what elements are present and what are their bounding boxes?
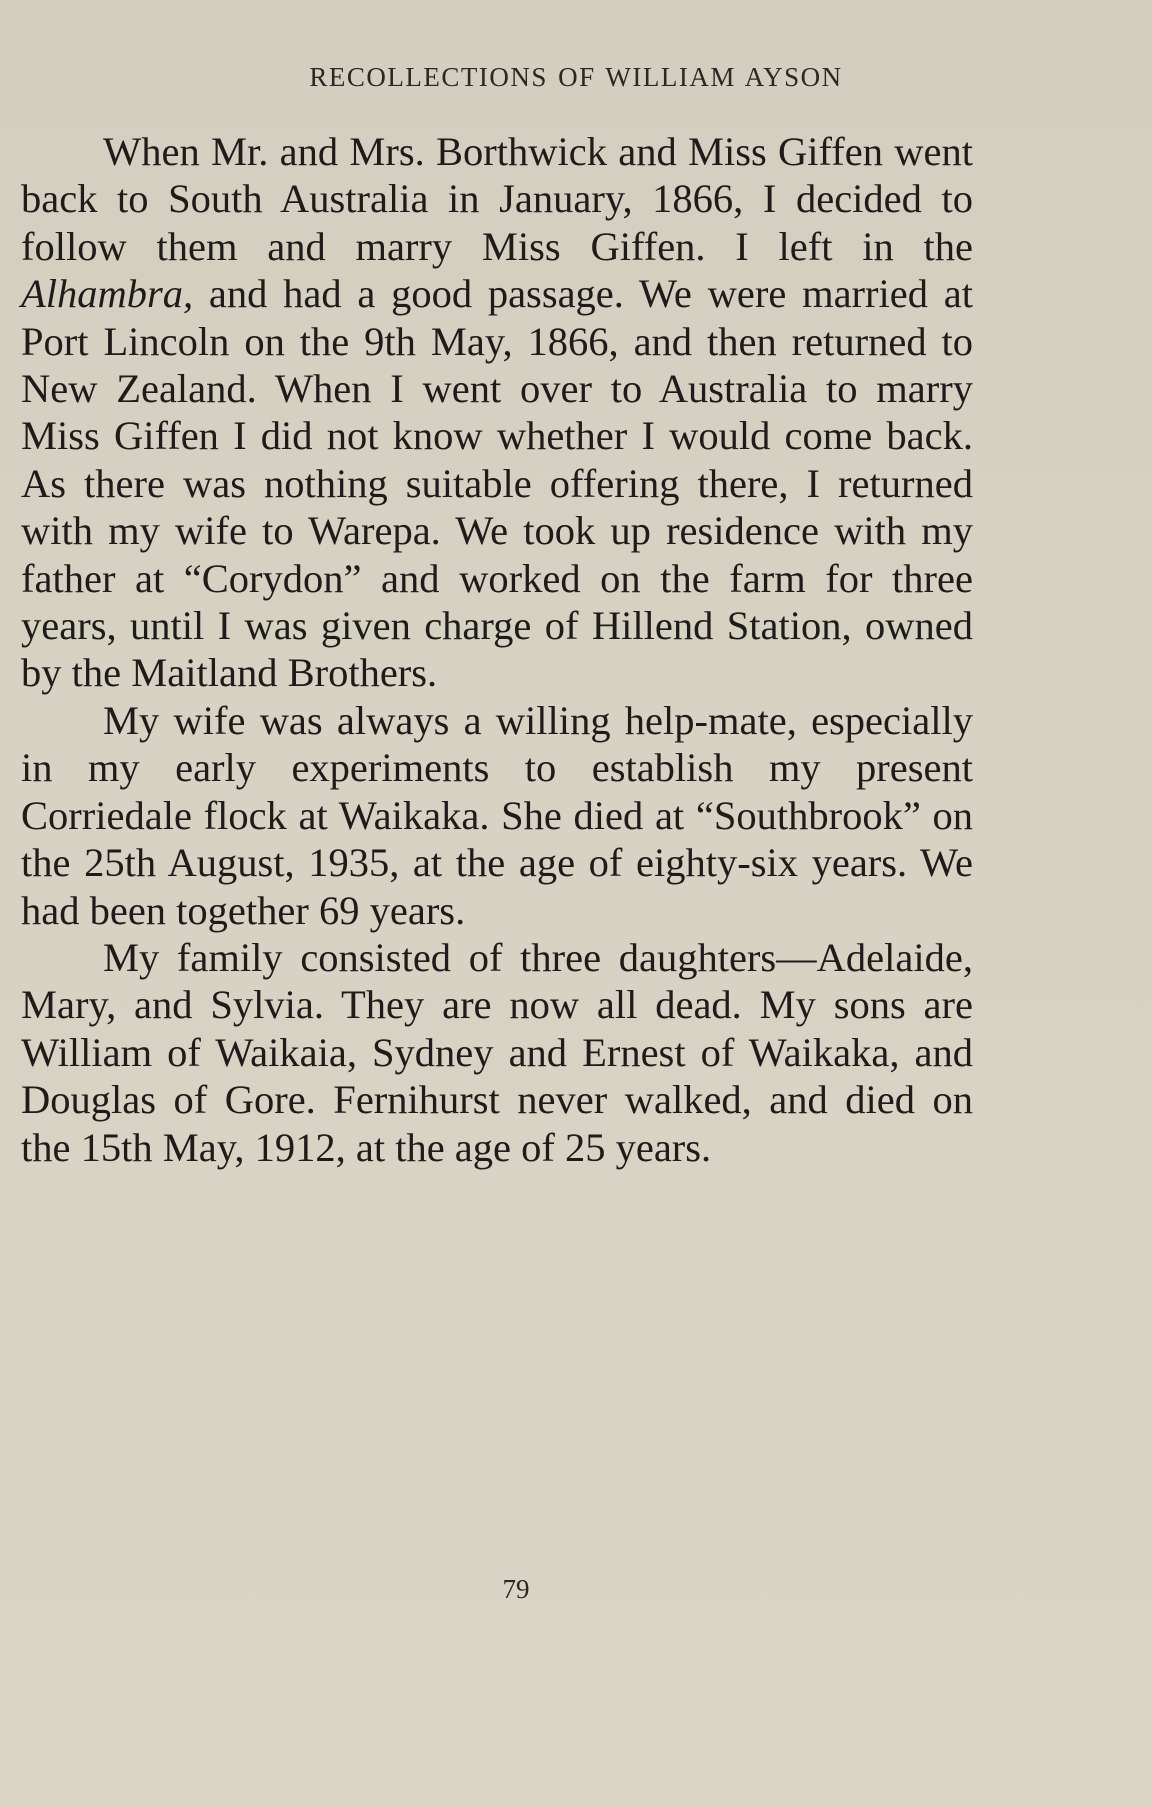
paragraph-1 [21,128,973,697]
body-text [21,128,973,1171]
running-head: RECOLLECTIONS OF WILLIAM AYSON [309,62,843,92]
paragraph-1-text-end: and had a good passage. We were married at Port Lincoln on the 9th May, 1866, and then returned to New Zealand. When I went over to Australia to marry Miss Giffen I did not know whether I would come back. As there was nothing suitable offering there, I returned with my wife to Warepa. We took up residence with my father at “Corydon” and worked on the farm for three years, until I was given charge of Hillend Station, owned by the Maitland Brothers. [21,271,973,696]
page-number: 79 [502,1574,530,1604]
paragraph-2: My wife was always a willing help-mate, especially in my early experiments to establish my present Corriedale flock at Waikaka. She died at “Southbrook” on the 25th August, 1935, at the age of eighty-six years. We had been together 69 years. [21,697,973,933]
paragraph-1-text-start: When Mr. and Mrs. Borthwick and Miss Giffen went back to South Australia in January, 1866, I decided to follow them and marry Miss Giffen. I left in the [21,129,973,269]
paragraph-3: My family consisted of three daughters—Adelaide, Mary, and Sylvia. They are now all dead. My sons are William of Waikaia, Sydney and Ernest of Waikaka, and Douglas of Gore. Fernihurst never walked, and died on the 15th May, 1912, at the age of 25 years. [21,934,973,1170]
ship-name: Alhambra, [21,271,194,317]
